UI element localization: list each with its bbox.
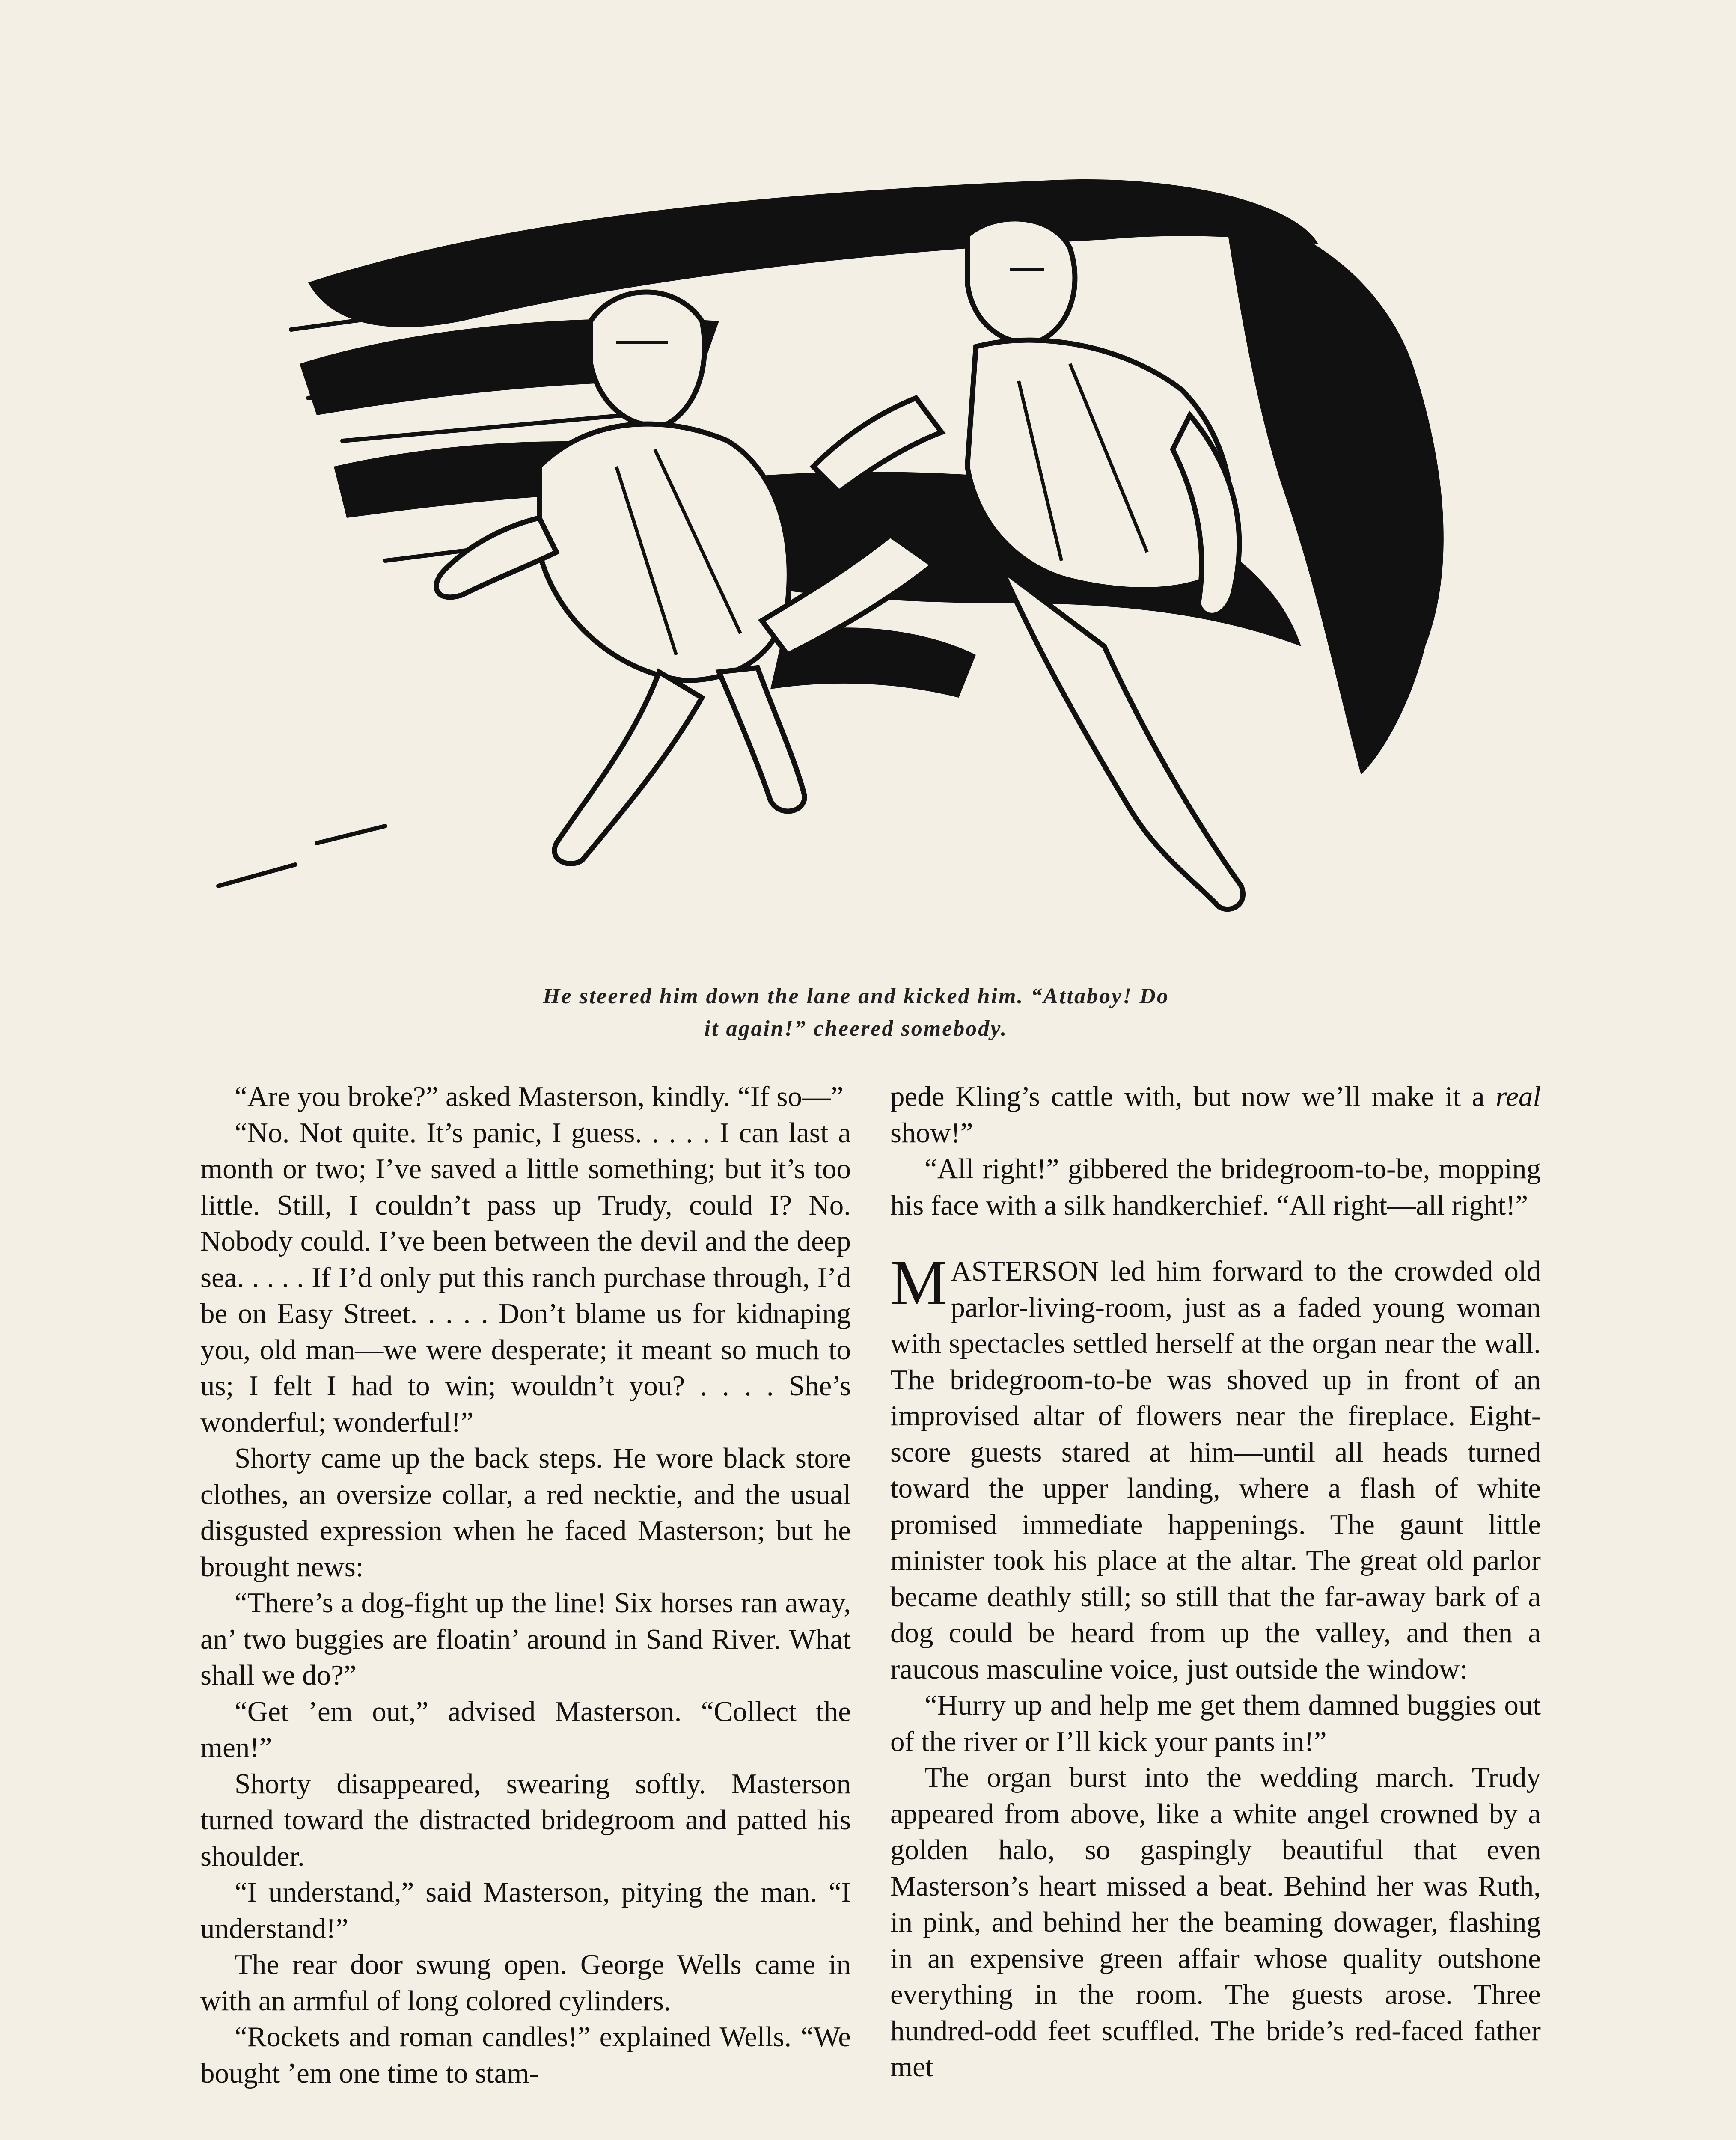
- paragraph: “Hurry up and help me get them damned buggies out of the river or I’ll kick your pants in!”: [890, 1689, 1541, 1757]
- paragraph: “There’s a dog-fight up the line! Six horses ran away, an’ two buggies are floatin’ around in Sand River. What shall we do?”: [200, 1587, 851, 1691]
- paragraph: “Are you broke?” asked Masterson, kindly. “If so—”: [235, 1081, 844, 1112]
- text-column-right: [890, 1079, 1541, 2085]
- section-opening-paragraph: [890, 1247, 1541, 1687]
- lead-word: ASTERSON: [951, 1255, 1099, 1287]
- drop-cap: M: [890, 1247, 948, 1318]
- paragraph: “No. Not quite. It’s panic, I guess. . . . . I can last a month or two; I’ve saved a little something; but it’s too little. Still, I couldn’t pass up Trudy, could I? No. Nobody could. I’ve been between the devil and the deep sea. . . . . If I’d only put this ranch purchase through, I’d be on Easy Street. . . . . Don’t blame us for kidnaping you, old man—we were desperate; it meant so much to us; I felt I had to win; wouldn’t you? . . . . She’s wonderful; wonderful!”: [200, 1117, 851, 1438]
- paragraph: “Get ’em out,” advised Masterson. “Collect the men!”: [200, 1695, 851, 1763]
- text-run: pede Kling’s cattle with, but now we’ll make it a: [890, 1081, 1496, 1112]
- caption-line: He steered him down the lane and kicked him. “Attaboy! Do: [543, 984, 1169, 1008]
- text-run: led him forward to the crowded old parlor-living-room, just as a faded young woman with spectacles settled herself at the organ near the wall. The bridegroom-to-be was shoved up in front of an improvised altar of flowers near the fireplace. Eight-score guests stared at him—until all heads turned toward the upper landing, where a flash of white promised immediate happenings. The gaunt little minister took his place at the altar. The great old parlor became deathly still; so still that the far-away bark of a dog could be heard from up the valley, and then a raucous masculine voice, just outside the window:: [890, 1255, 1541, 1685]
- paragraph: Shorty came up the back steps. He wore black store clothes, an oversize collar, a red necktie, and the usual disgusted expression when he faced Masterson; but he brought news:: [200, 1442, 851, 1583]
- illustration-caption: [300, 980, 1412, 1045]
- emphasis: real: [1495, 1081, 1541, 1112]
- caption-line: it again!” cheered somebody.: [704, 1016, 1008, 1041]
- paragraph: Shorty disappeared, swearing softly. Masterson turned toward the distracted bridegroom and patted his shoulder.: [200, 1768, 851, 1872]
- paragraph: “All right!” gibbered the bridegroom-to-be, mopping his face with a silk handkerchief. “All right—all right!”: [890, 1153, 1541, 1221]
- paragraph: “I understand,” said Masterson, pitying the man. “I understand!”: [200, 1876, 851, 1944]
- paragraph: The rear door swung open. George Wells came in with an armful of long colored cylinders.: [200, 1949, 851, 2017]
- ink-illustration: [205, 141, 1567, 980]
- paragraph: [890, 1079, 1541, 1151]
- text-column-left: [200, 1079, 851, 2091]
- text-run: show!”: [890, 1117, 973, 1149]
- illustration-two-men-running: [205, 141, 1567, 980]
- paragraph: “Rockets and roman candles!” explained Wells. “We bought ’em one time to stam-: [200, 2021, 851, 2089]
- paragraph: The organ burst into the wedding march. Trudy appeared from above, like a white angel crowned by a golden halo, so gaspingly beautiful that even Masterson’s heart missed a beat. Behind her was Ruth, in pink, and behind her the beaming dowager, flashing in an expensive green affair whose quality outshone everything in the room. The guests arose. Three hundred-odd feet scuffled. The bride’s red-faced father met: [890, 1762, 1541, 2083]
